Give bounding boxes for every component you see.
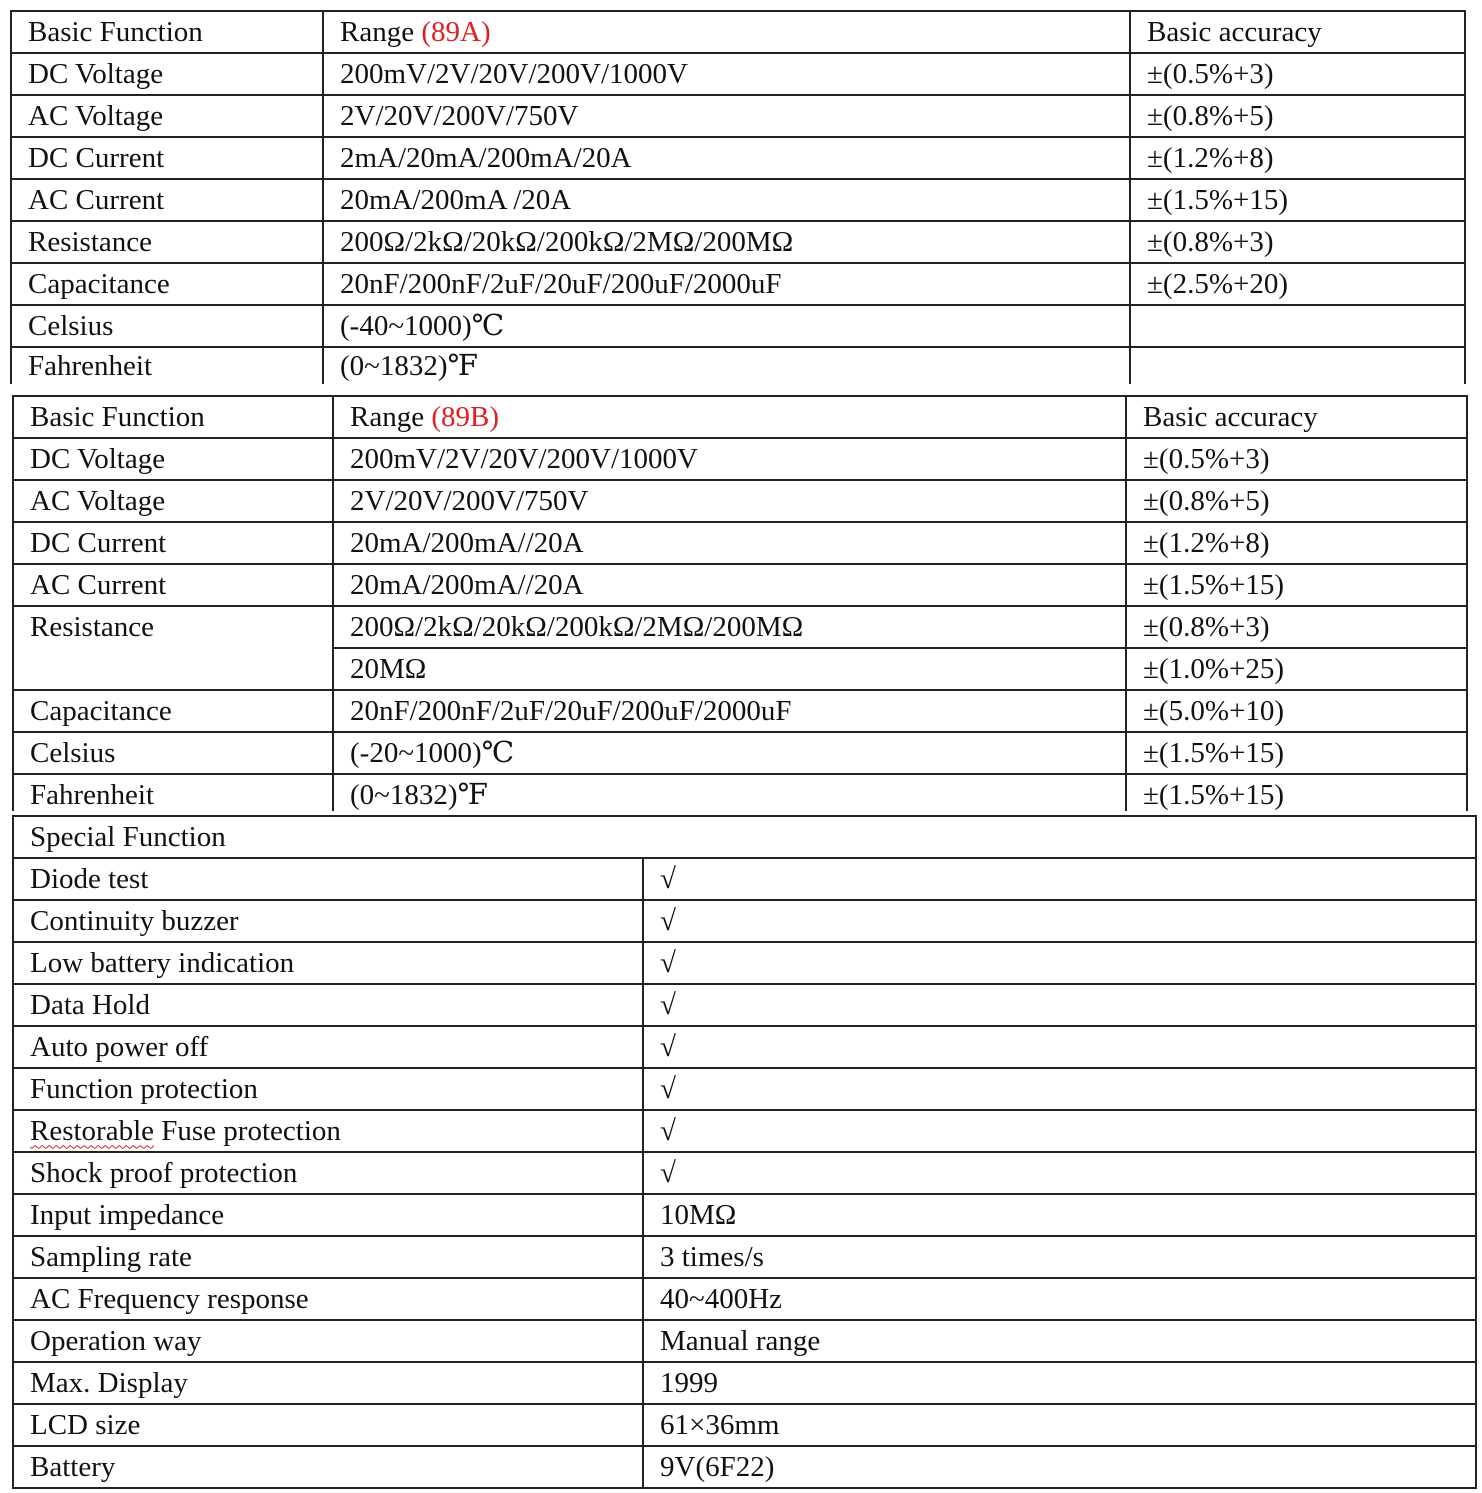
special-function-header: Special Function <box>13 816 1476 858</box>
check-mark: √ <box>643 900 1476 942</box>
table-row: Fahrenheit (0~1832)℉ ±(1.5%+15) <box>13 774 1467 811</box>
table-row: Low battery indication √ <box>13 942 1476 984</box>
table-row: AC Frequency response 40~400Hz <box>13 1278 1476 1320</box>
model-label: (89B) <box>431 400 500 433</box>
check-mark: √ <box>643 1026 1476 1068</box>
table-header-row <box>11 11 1465 53</box>
header-accuracy: Basic accuracy <box>1126 396 1467 438</box>
table-row: AC Current 20mA/200mA//20A ±(1.5%+15) <box>13 564 1467 606</box>
table-row: AC Voltage 2V/20V/200V/750V ±(0.8%+5) <box>11 95 1465 137</box>
check-mark: √ <box>643 1152 1476 1194</box>
spellcheck-underlined-word: Restorable <box>30 1114 155 1147</box>
table-header-row <box>13 396 1467 438</box>
table-row: Max. Display 1999 <box>13 1362 1476 1404</box>
header-function: Basic Function <box>13 396 333 438</box>
table-row: LCD size 61×36mm <box>13 1404 1476 1446</box>
table-row: Capacitance 20nF/200nF/2uF/20uF/200uF/2000uF ±(2.5%+20) <box>11 263 1465 305</box>
table-row: Restorable Fuse protection √ <box>13 1110 1476 1152</box>
spec-table-89a <box>10 10 1466 384</box>
model-label: (89A) <box>421 15 491 48</box>
table-row: Diode test √ <box>13 858 1476 900</box>
header-range: Range (89A) <box>323 11 1130 53</box>
table-row: Function protection √ <box>13 1068 1476 1110</box>
table-row: Continuity buzzer √ <box>13 900 1476 942</box>
check-mark: √ <box>643 1068 1476 1110</box>
table-row: Fahrenheit (0~1832)℉ <box>11 347 1465 384</box>
table-row: AC Voltage 2V/20V/200V/750V ±(0.8%+5) <box>13 480 1467 522</box>
table-row: Operation way Manual range <box>13 1320 1476 1362</box>
table-row: DC Voltage 200mV/2V/20V/200V/1000V ±(0.5%+3) <box>13 438 1467 480</box>
table-row: Auto power off √ <box>13 1026 1476 1068</box>
table-header-row <box>13 816 1476 858</box>
table-row: DC Current 20mA/200mA//20A ±(1.2%+8) <box>13 522 1467 564</box>
table-row: Shock proof protection √ <box>13 1152 1476 1194</box>
check-mark: √ <box>643 858 1476 900</box>
check-mark: √ <box>643 942 1476 984</box>
table-row: AC Current 20mA/200mA /20A ±(1.5%+15) <box>11 179 1465 221</box>
special-function-table <box>12 815 1477 1489</box>
header-function: Basic Function <box>11 11 323 53</box>
spec-table-89b <box>12 395 1468 811</box>
table-row: Input impedance 10MΩ <box>13 1194 1476 1236</box>
table-row: Capacitance 20nF/200nF/2uF/20uF/200uF/2000uF ±(5.0%+10) <box>13 690 1467 732</box>
table-row: Data Hold √ <box>13 984 1476 1026</box>
table-row: Battery 9V(6F22) <box>13 1446 1476 1488</box>
check-mark: √ <box>643 984 1476 1026</box>
table-row: Resistance 200Ω/2kΩ/20kΩ/200kΩ/2MΩ/200MΩ ±(0.8%+3) <box>11 221 1465 263</box>
header-accuracy: Basic accuracy <box>1130 11 1465 53</box>
table-row: Sampling rate 3 times/s <box>13 1236 1476 1278</box>
header-range: Range (89B) <box>333 396 1126 438</box>
table-row: Celsius (-20~1000)℃ ±(1.5%+15) <box>13 732 1467 774</box>
table-row: Celsius (-40~1000)℃ <box>11 305 1465 347</box>
table-row: Resistance 200Ω/2kΩ/20kΩ/200kΩ/2MΩ/200MΩ ±(0.8%+3) <box>13 606 1467 648</box>
check-mark: √ <box>643 1110 1476 1152</box>
table-row: 20MΩ ±(1.0%+25) <box>13 648 1467 690</box>
table-row: DC Voltage 200mV/2V/20V/200V/1000V ±(0.5%+3) <box>11 53 1465 95</box>
table-row: DC Current 2mA/20mA/200mA/20A ±(1.2%+8) <box>11 137 1465 179</box>
